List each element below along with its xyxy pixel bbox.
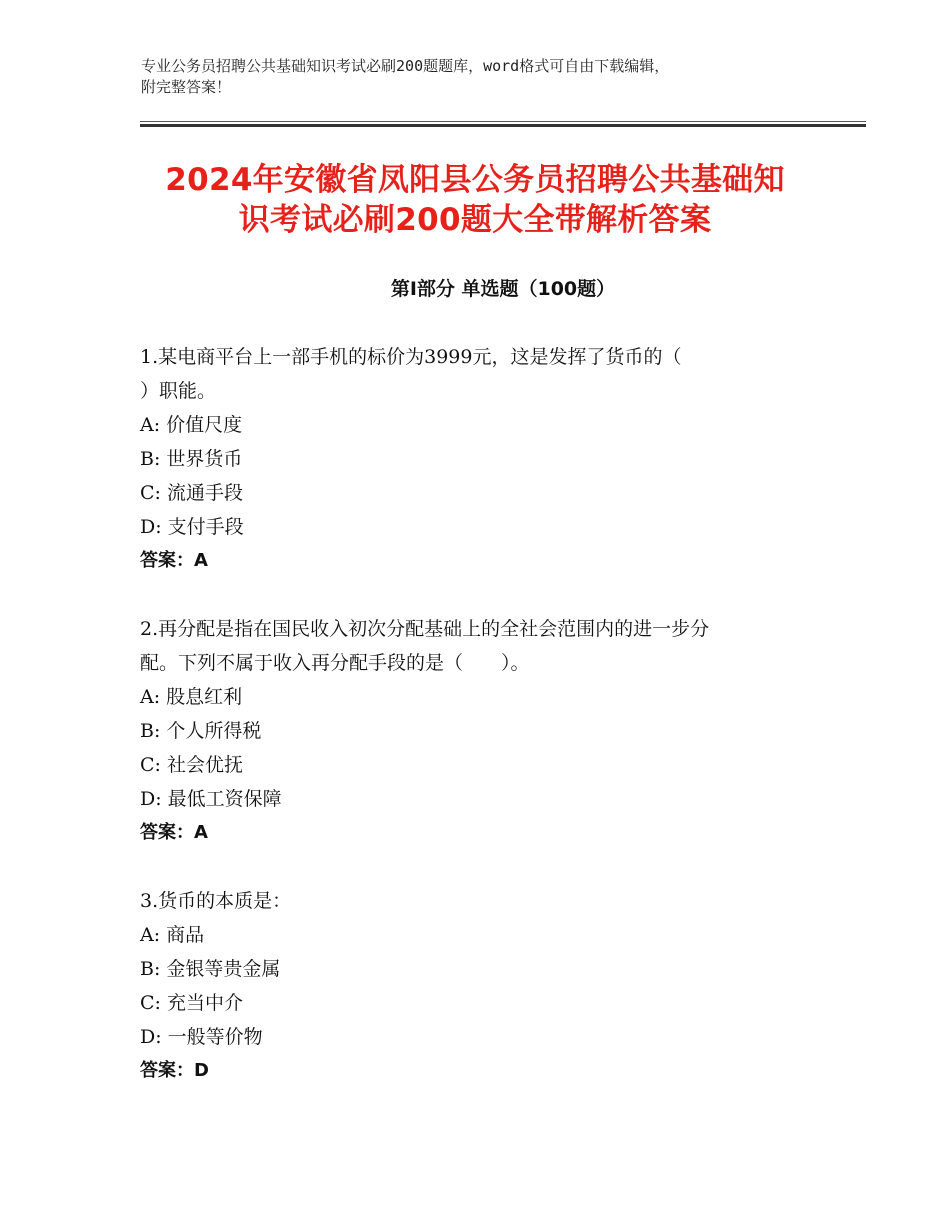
question-list bbox=[140, 340, 820, 1122]
question-3 bbox=[140, 884, 820, 1088]
header-note-line-1: 专业公务员招聘公共基础知识考试必刷200题题库，word格式可自由下载编辑， bbox=[141, 57, 670, 75]
question-stem-line: 1.某电商平台上一部手机的标价为3999元，这是发挥了货币的（ bbox=[140, 346, 682, 368]
header-divider bbox=[140, 121, 866, 127]
option-b: B: 个人所得税 bbox=[140, 720, 262, 742]
option-c: C: 社会优抚 bbox=[140, 754, 243, 776]
document-title-line-1: 2024年安徽省凤阳县公务员招聘公共基础知 bbox=[165, 162, 785, 198]
option-c: C: 流通手段 bbox=[140, 482, 243, 504]
option-c: C: 充当中介 bbox=[140, 992, 243, 1014]
option-d: D: 一般等价物 bbox=[140, 1026, 263, 1048]
option-d: D: 支付手段 bbox=[140, 516, 244, 538]
document-title-line-2: 识考试必刷200题大全带解析答案 bbox=[238, 202, 712, 238]
document-title bbox=[120, 160, 830, 240]
question-stem-line: 3.货币的本质是： bbox=[140, 890, 292, 912]
option-d: D: 最低工资保障 bbox=[140, 788, 282, 810]
section-title: 第Ⅰ部分 单选题（100题） bbox=[390, 278, 616, 300]
header-note-line-2: 附完整答案！ bbox=[141, 78, 232, 96]
answer: 答案：A bbox=[140, 822, 208, 843]
question-1 bbox=[140, 340, 820, 578]
option-a: A: 商品 bbox=[140, 924, 205, 946]
option-b: B: 世界货币 bbox=[140, 448, 243, 470]
option-b: B: 金银等贵金属 bbox=[140, 958, 281, 980]
option-a: A: 价值尺度 bbox=[140, 414, 243, 436]
option-a: A: 股息红利 bbox=[140, 686, 243, 708]
question-stem-line: 配。下列不属于收入再分配手段的是（ ）。 bbox=[140, 652, 530, 674]
answer: 答案：D bbox=[140, 1060, 209, 1081]
question-stem-line: ）职能。 bbox=[140, 380, 217, 402]
question-stem-line: 2.再分配是指在国民收入初次分配基础上的全社会范围内的进一步分 bbox=[140, 618, 710, 640]
header-note bbox=[141, 56, 821, 98]
question-2 bbox=[140, 612, 820, 850]
answer: 答案：A bbox=[140, 550, 208, 571]
